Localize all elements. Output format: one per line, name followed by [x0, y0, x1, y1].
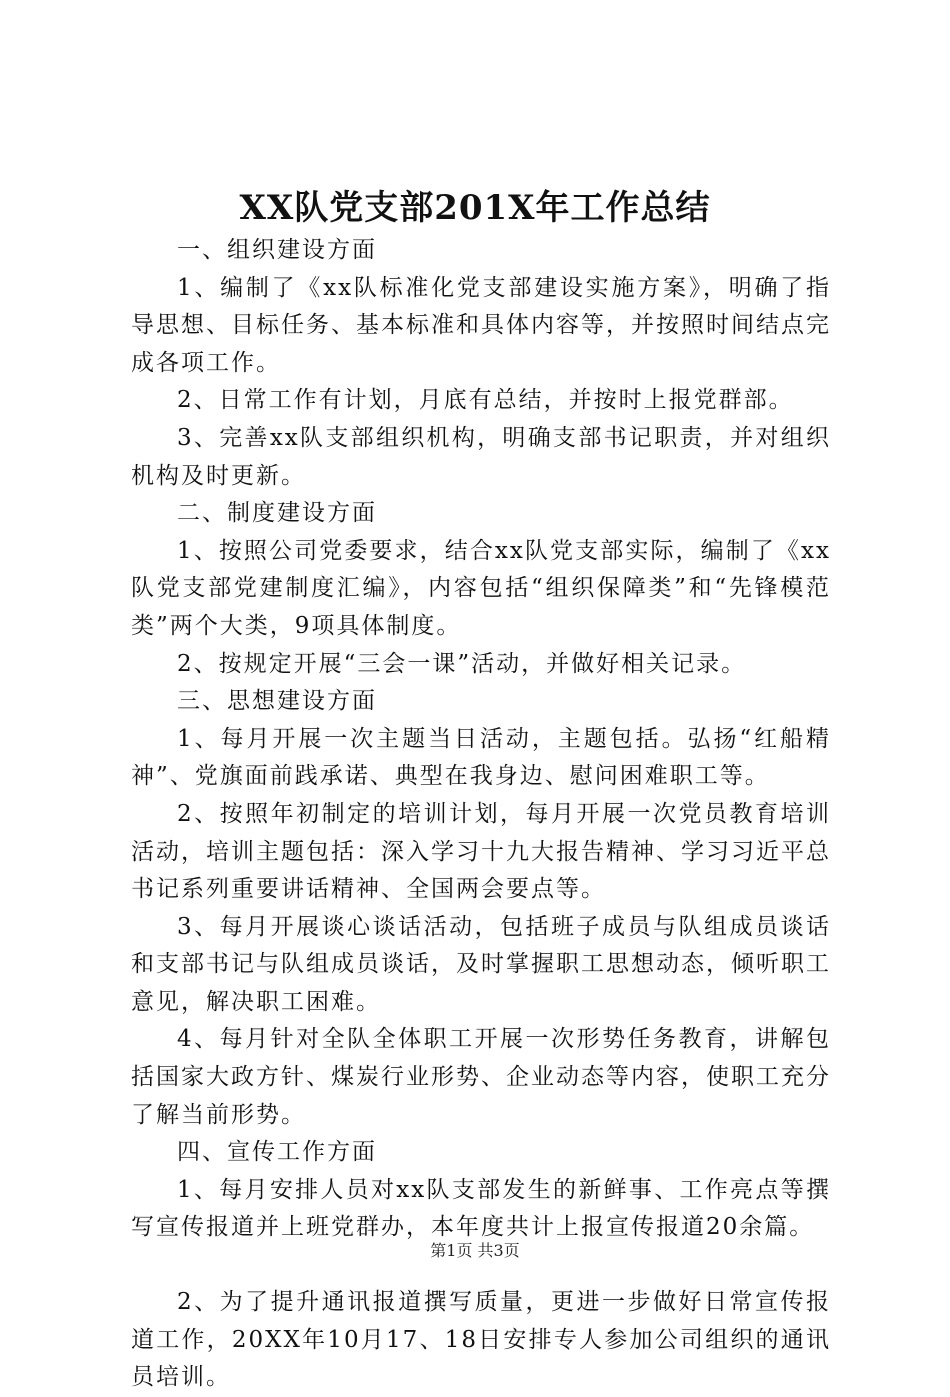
paragraph: 2、按规定开展“三会一课”活动，并做好相关记录。 [177, 650, 747, 677]
document-body [131, 232, 831, 1397]
paragraph: 4、每月针对全队全体职工开展一次形势任务教育，讲解包括国家大政方针、煤炭行业形势、企业动态等内容，使职工充分了解当前形势。 [131, 1026, 831, 1128]
paragraph: 1、按照公司党委要求，结合xx队党支部实际，编制了《xx队党支部党建制度汇编》，内容包括“组织保障类”和“先锋模范类”两个大类，9项具体制度。 [131, 537, 831, 639]
section-heading-ideology: 三、思想建设方面 [177, 688, 377, 715]
document-title: XX队党支部201X年工作总结 [239, 188, 711, 228]
paragraph: 2、日常工作有计划，月底有总结，并按时上报党群部。 [177, 387, 794, 414]
paragraph: 1、每月开展一次主题当日活动，主题包括。弘扬“红船精神”、党旗面前践承诺、典型在我身边、慰问困难职工等。 [131, 725, 831, 790]
section-heading-organization: 一、组织建设方面 [177, 237, 377, 263]
section-heading-system: 二、制度建设方面 [177, 500, 377, 527]
paragraph: 2、为了提升通讯报道撰写质量，更进一步做好日常宣传报道工作，20XX年10月17、18日安排专人参加公司组织的通讯员培训。 [131, 1289, 831, 1391]
section-heading-publicity: 四、宣传工作方面 [177, 1139, 377, 1166]
paragraph: 2、按照年初制定的培训计划，每月开展一次党员教育培训活动，培训主题包括：深入学习十九大报告精神、学习习近平总书记系列重要讲话精神、全国两会要点等。 [131, 800, 831, 903]
paragraph: 3、每月开展谈心谈话活动，包括班子成员与队组成员谈话和支部书记与队组成员谈话，及时掌握职工思想动态，倾听职工意见，解决职工困难。 [131, 913, 831, 1015]
paragraph: 1、编制了《xx队标准化党支部建设实施方案》，明确了指导思想、目标任务、基本标准和具体内容等，并按照时间结点完成各项工作。 [131, 274, 831, 376]
paragraph: 1、每月安排人员对xx队支部发生的新鲜事、工作亮点等撰写宣传报道并上班党群办，本年度共计上报宣传报道20余篇。 [131, 1176, 831, 1241]
page-footer: 第1页 共3页 [430, 1241, 520, 1260]
paragraph: 3、完善xx队支部组织机构，明确支部书记职责，并对组织机构及时更新。 [131, 424, 831, 489]
